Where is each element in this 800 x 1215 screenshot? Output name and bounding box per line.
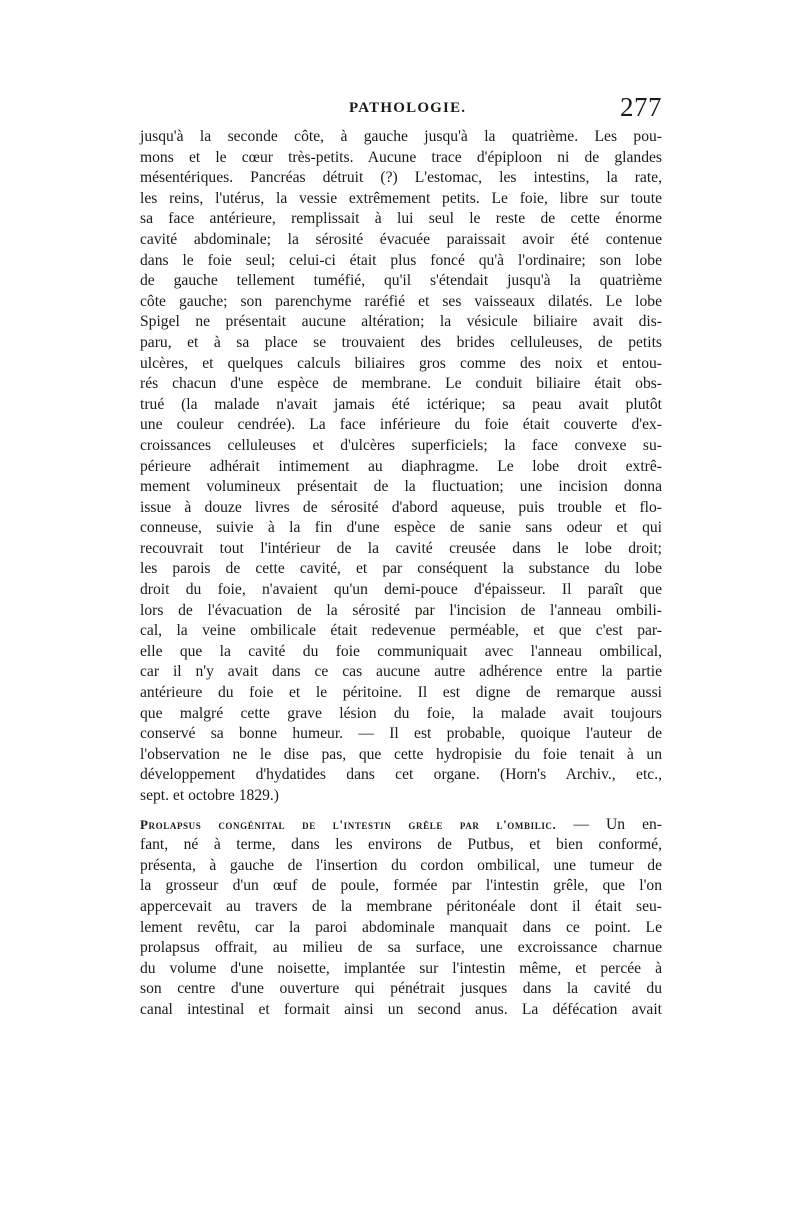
text-line: les reins, l'utérus, la vessie extrêmement petits. Le foie, libre sur toute (140, 189, 662, 207)
text-line: du volume d'une noisette, implantée sur l'intestin même, et percée à (140, 959, 662, 977)
text-line: ulcères, et quelques calculs biliaires gros comme des noix et entou- (140, 354, 662, 372)
text-line: recouvrait tout l'intérieur de la cavité creusée dans le lobe droit; (140, 539, 662, 557)
section-title-line (140, 815, 662, 836)
text-line: rés chacun d'une espèce de membrane. Le conduit biliaire était obs- (140, 375, 662, 393)
text-line: droit du foie, n'avaient qu'un demi-pouce d'épaisseur. Il paraît que (140, 581, 662, 599)
text-line: sa face antérieure, remplissait à lui seul le reste de cette énorme (140, 210, 662, 228)
text-line: dans le foie seul; celui-ci était plus foncé qu'à l'ordinaire; son lobe (140, 251, 662, 269)
text-line: elle que la cavité du foie communiquait avec l'anneau ombilical, (140, 642, 662, 660)
text-line: côte gauche; son parenchyme raréfié et ses vaisseaux dilatés. Le lobe (140, 292, 662, 310)
text-line: lors de l'évacuation de la sérosité par l'incision de l'anneau ombili- (140, 601, 662, 619)
text-line: canal intestinal et formait ainsi un second anus. La défécation avait (140, 1000, 662, 1018)
text-line: antérieure du foie et le péritoine. Il est digne de remarque aussi (140, 684, 662, 702)
running-head: PATHOLOGIE. (349, 100, 467, 116)
text-line: mement volumineux présentait de la fluctuation; une incision donna (140, 478, 662, 496)
text-line: conservé sa bonne humeur. — Il est probable, quoique l'auteur de (140, 725, 662, 743)
text-line: jusqu'à la seconde côte, à gauche jusqu'à la quatrième. Les pou- (140, 128, 662, 145)
text-line: appercevait au travers de la membrane péritonéale dont il était seu- (140, 897, 662, 915)
text-line: l'observation ne le dise pas, que cette hydropisie du foie tenait à un (140, 745, 662, 763)
text-line: la grosseur d'un œuf de poule, formée par l'intestin grêle, que l'on (140, 877, 662, 895)
page-header (140, 92, 662, 128)
text-line: croissances celluleuses et d'ulcères superficiels; la face convexe su- (140, 436, 662, 454)
text-line: cal, la veine ombilicale était redevenue perméable, et que c'est par- (140, 622, 662, 640)
body-text (140, 127, 662, 1021)
paragraph-2 (140, 835, 662, 1020)
text-line: car il n'y avait dans ce cas aucune autre adhérence entre la partie (140, 663, 662, 681)
text-line: cavité abdominale; la sérosité évacuée paraissait avoir été contenue (140, 230, 662, 248)
text-line: une couleur cendrée). La face inférieure du foie était couverte d'ex- (140, 416, 662, 434)
section-title: Prolapsus congénital de l'intestin grêle par l'ombilic. (140, 816, 557, 832)
text-line: paru, et à sa place se trouvaient des brides celluleuses, de petits (140, 333, 662, 351)
text-line: fant, né à terme, dans les environs de Putbus, et bien conformé, (140, 836, 662, 854)
text-line: mésentériques. Pancréas détruit (?) L'estomac, les intestins, la rate, (140, 169, 662, 187)
text-line: trué (la malade n'avait jamais été ictérique; sa peau avait plutôt (140, 395, 662, 413)
text-line: périeure adhérait intimement au diaphragme. Le lobe droit extrê- (140, 457, 662, 475)
text-line: prolapsus offrait, au milieu de sa surface, une excroissance charnue (140, 939, 662, 957)
paragraph-1 (140, 127, 662, 807)
text-line: présenta, à gauche de l'insertion du cordon ombilical, une tumeur de (140, 856, 662, 874)
text-line: sept. et octobre 1829.) (140, 787, 280, 804)
text-line: lement revêtu, car la paroi abdominale manquait dans ce point. Le (140, 918, 662, 936)
text-line: développement d'hydatides dans cet organe. (Horn's Archiv., etc., (140, 766, 662, 784)
section-title-tail: — Un en- (556, 815, 662, 833)
page-number: 277 (620, 92, 662, 122)
text-line: de gauche tellement tuméfié, qu'il s'étendait jusqu'à la quatrième (140, 272, 662, 290)
text-line: son centre d'une ouverture qui pénétrait jusques dans la cavité du (140, 980, 662, 998)
text-line: issue à douze livres de sérosité d'abord aqueuse, puis trouble et flo- (140, 498, 662, 516)
text-line: que malgré cette grave lésion du foie, la malade avait toujours (140, 704, 662, 722)
text-line: conneuse, suivie à la fin d'une espèce de sanie sans odeur et qui (140, 519, 662, 537)
text-line: les parois de cette cavité, et par conséquent la substance du lobe (140, 560, 662, 578)
text-line: Spigel ne présentait aucune altération; la vésicule biliaire avait dis- (140, 313, 662, 331)
text-line: mons et le cœur très-petits. Aucune trace d'épiploon ni de glandes (140, 148, 662, 166)
